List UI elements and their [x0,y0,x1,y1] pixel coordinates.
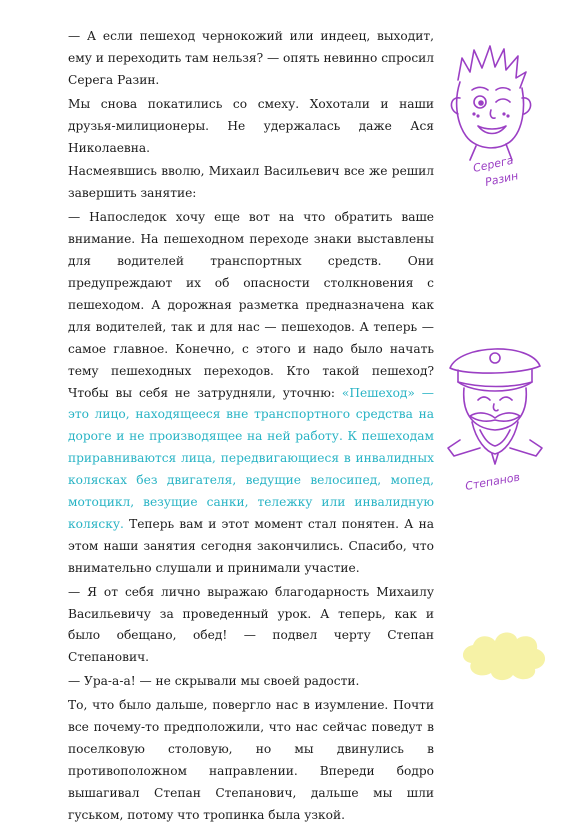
yellow-blob-decoration [455,625,555,685]
paragraph-text: — Я от себя лично выражаю благодарность Михаилу Васильевичу за проведенный урок. А теперь, как и было обещано, обед! — подвел черту Степан Степанович. [68,584,434,665]
paragraph-text: — А если пешеход чернокожий или индеец, выходит, ему и переходить там нельзя? — опять невинно спросил Серега Разин. [68,29,435,87]
officer-caption: Степанов [464,470,521,493]
highlighted-definition: «Пешеход» — это лицо, находящееся вне транспортного средства на дороге и не производящее на ней работу. К пешеходам приравниваются лица, передвигающиеся в инвалидных колясках без двигателя, ведущие велосипед, мопед, мотоцикл, везущие санки, тележку или инвалидную коляску. [68,385,434,531]
paragraph [68,94,434,160]
paragraph [68,671,434,693]
boy-face-icon [440,40,540,190]
boy-caption-line2: Разин [483,169,520,189]
paragraph [68,161,434,205]
yellow-blob-icon [455,625,555,685]
paragraph-text: Теперь вам и этот момент стал понятен. А на этом наши занятия сегодня закончились. Спасибо, что внимательно слушали и принимали участие. [68,516,434,575]
officer-face-icon [440,330,550,505]
paragraph-text: — Напоследок хочу еще вот на что обратить ваше внимание. На пешеходном переходе знаки выставлены для водителей транспортных средств. Они предупреждают их об опасности столкновения с пешеходом. А дорожная разметка предназначена как для водителей, так и для нас — пешеходов. А теперь — самое главное. Конечно, с этого и надо было начать тему пешеходных переходов. Кто такой пешеход? Чтобы вы себя не затрудняли, уточню: [68,210,434,400]
paragraph-text: То, что было дальше, повергло нас в изумление. Почти все почему-то предположили, что нас сейчас поведут в поселковую столовую, но мы двинулись в противоположном направлении. Впереди бодро вышагивал Степан Степанович, дальше мы шли гуськом, потому что тропинка была узкой. [68,698,434,822]
paragraph [68,207,434,579]
book-page-text [68,26,434,827]
paragraph-text: Мы снова покатились со смеху. Хохотали и наши друзья-милиционеры. Не удержалась даже Ася Николаевна. [68,96,434,155]
boy-caption-line1: Серега [471,153,515,175]
paragraph [68,695,434,826]
serega-razin-illustration [440,40,540,190]
paragraph-text: — Ура-а-а! — не скрывали мы своей радости. [68,674,360,689]
paragraph [68,26,434,92]
paragraph-text: Насмеявшись вволю, Михаил Васильевич все же решил завершить занятие: [68,164,434,201]
stepanov-illustration [440,330,550,505]
paragraph [68,582,434,670]
